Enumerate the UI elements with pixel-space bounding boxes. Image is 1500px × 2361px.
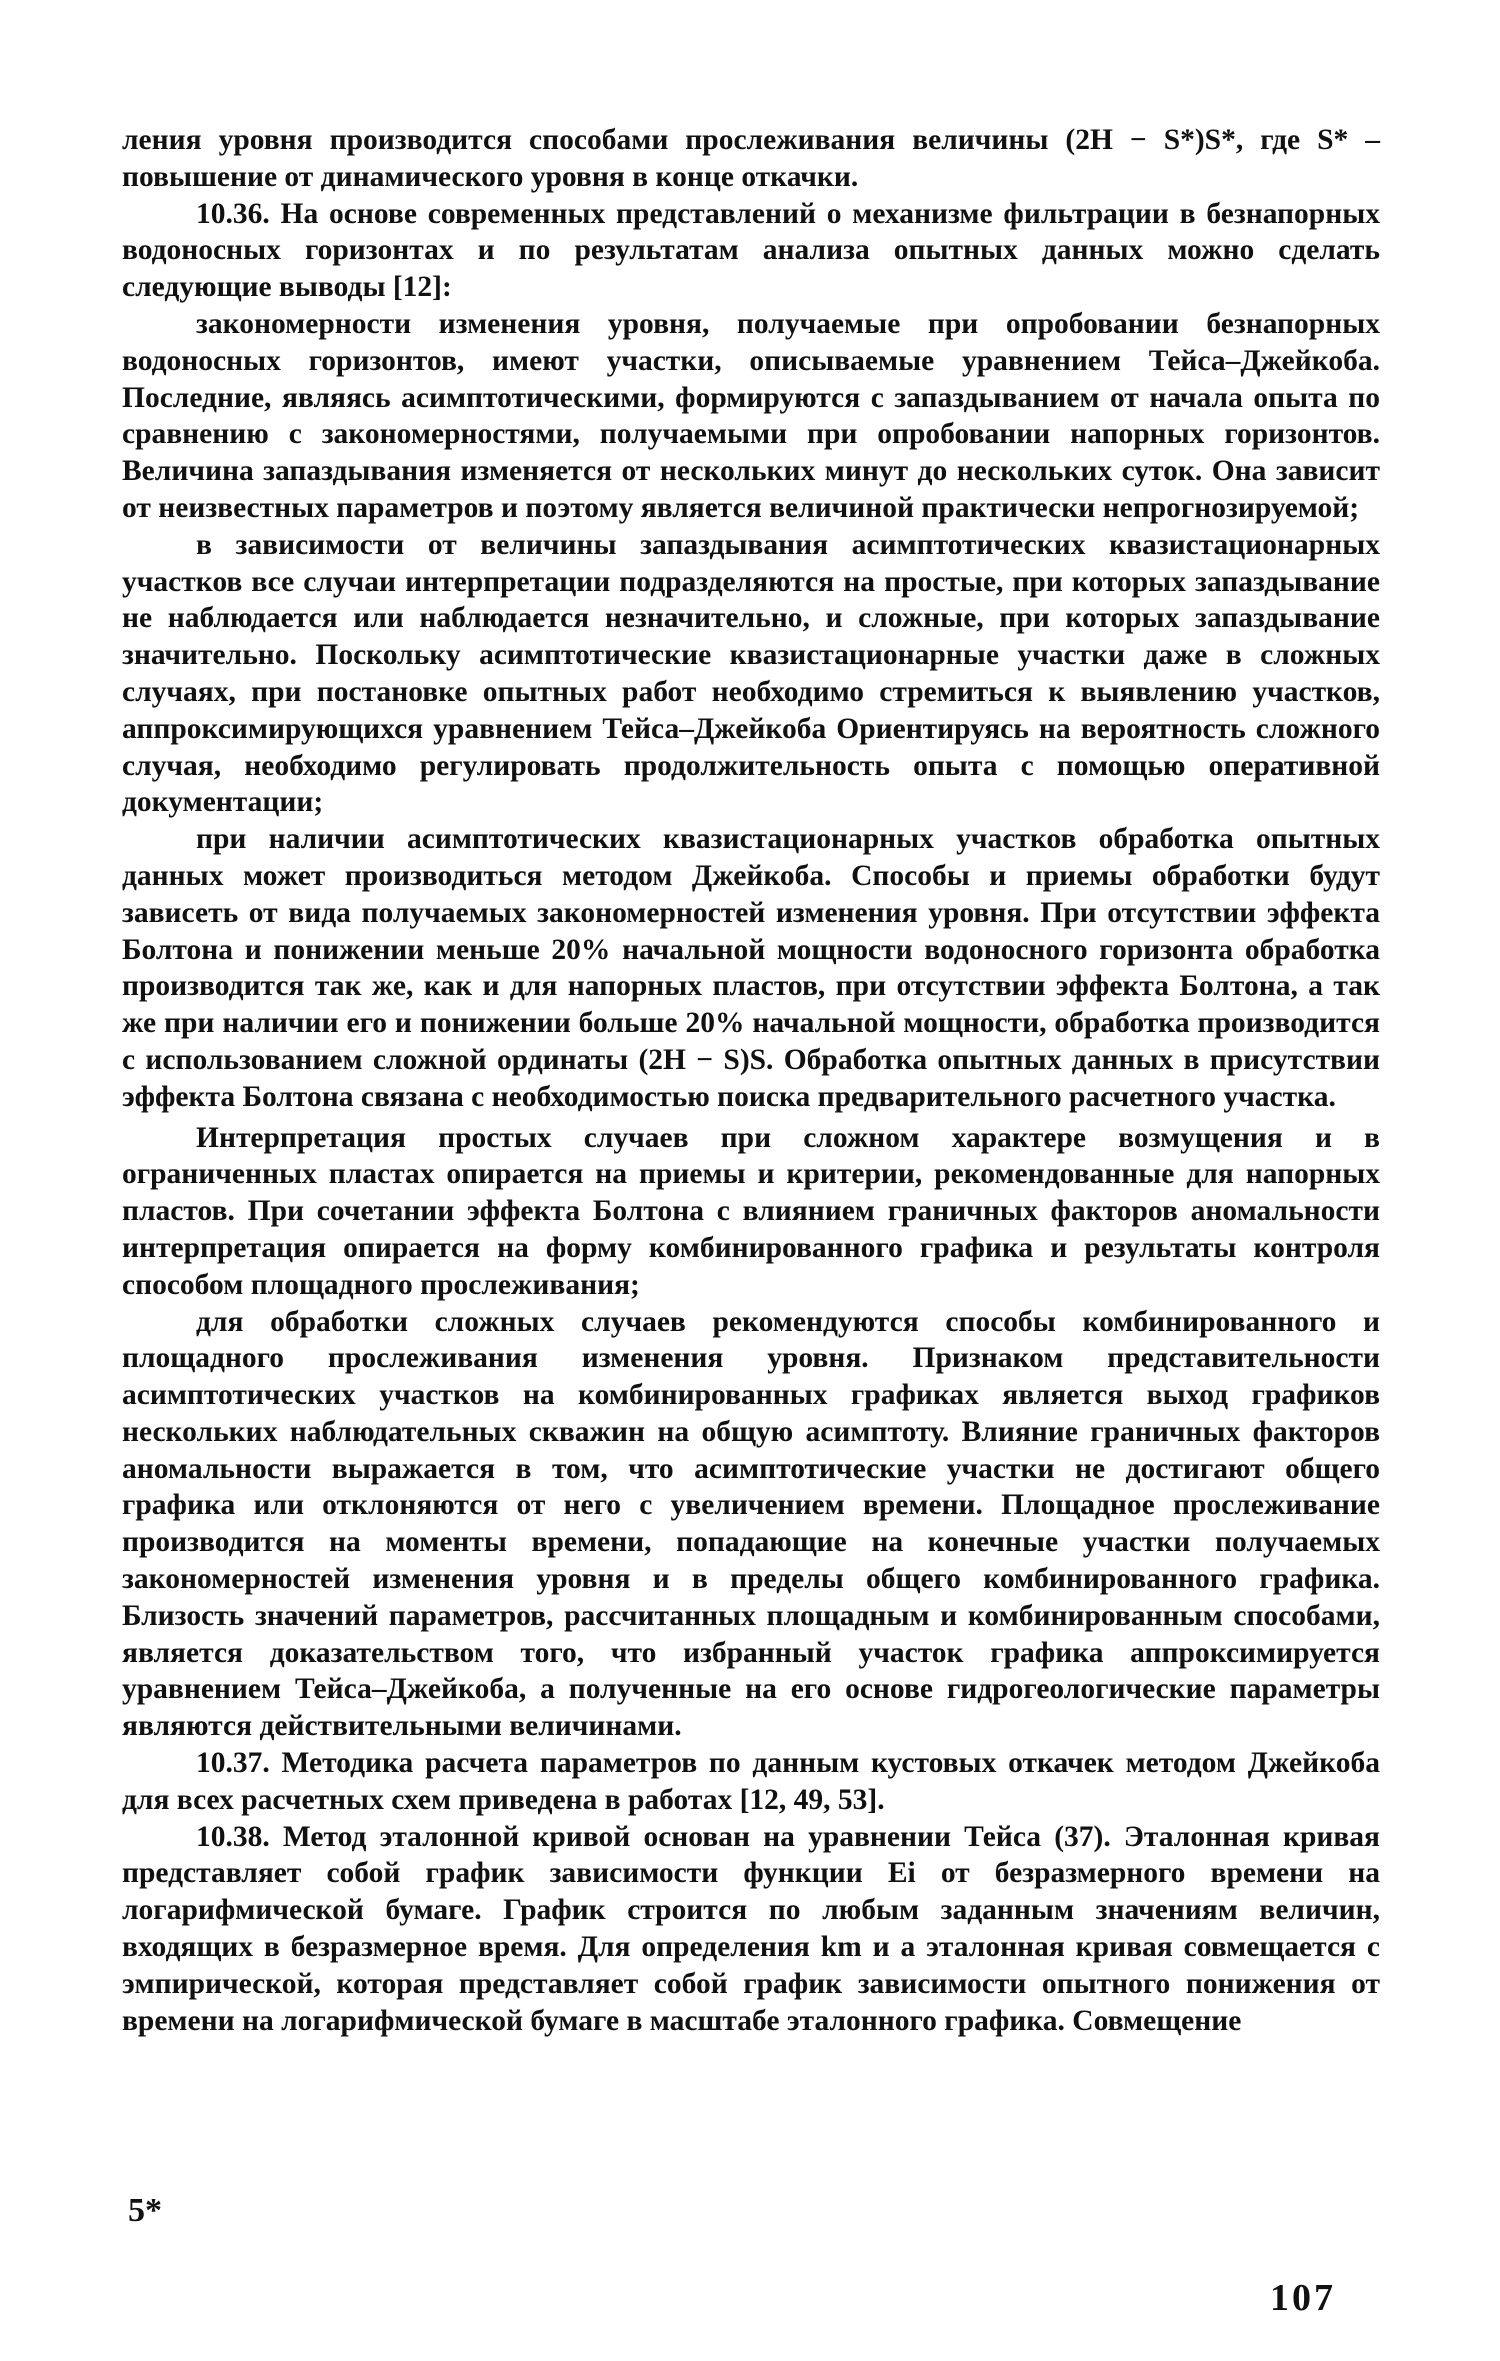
paragraph: в зависимости от величины запаздывания асимптотических квазистационарных участков все случаи интерпретации подразделяются на простые, при которых запаздывание не наблюдается или наблюдается незначительно, и сложные, при которых запаздывание значительно. Поскольку асимптотические квазистационарные участки даже в сложных случаях, при постановке опытных работ необходимо стремиться к выявлению участков, аппроксимирующихся уравнением Тейса–Джейкоба Ориентируясь на вероятность сложного случая, необходимо регулировать продолжительность опыта с помощью оперативной документации; xyxy=(122,528,1380,819)
paragraph: для обработки сложных случаев рекомендуются способы комбинированного и площадного прослеживания изменения уровня. Признаком представительности асимптотических участков на комбинированных графиках является выход графиков нескольких наблюдательных скважин на общую асимптоту. Влияние граничных факторов аномальности выражается в том, что асимптотические участки не достигают общего графика или отклоняются от него с увеличением времени. Площадное прослеживание производится на моменты времени, попадающие на конечные участки получаемых закономерностей изменения уровня и в пределы общего комбинированного графика. Близость значений параметров, рассчитанных площадным и комбинированным способами, является доказательством того, что избранный участок графика аппроксимируется уравнением Тейса–Джейкоба, а полученные на его основе гидрогеологические параметры являются действительными величинами. xyxy=(122,1305,1380,1743)
signature-mark: 5* xyxy=(128,2192,162,2229)
body-text xyxy=(122,122,1380,2039)
paragraph: 10.36. На основе современных представлений о механизме фильтрации в безнапорных водоносных горизонтах и по результатам анализа опытных данных можно сделать следующие выводы [12]: xyxy=(122,197,1380,304)
paragraph: Интерпретация простых случаев при сложном характере возмущения и в ограниченных пластах опирается на приемы и критерии, рекомендованные для напорных пластов. При сочетании эффекта Болтона с влиянием граничных факторов аномальности интерпретация опирается на форму комбинированного графика и результаты контроля способом площадного прослеживания; xyxy=(122,1121,1380,1301)
paragraph: ления уровня производится способами прослеживания величины (2Н − S*)S*, где S* – повышение от динамического уровня в конце откачки. xyxy=(122,124,1380,193)
paragraph: 10.37. Методика расчета параметров по данным кустовых откачек методом Джейкоба для всех расчетных схем приведена в работах [12, 49, 53]. xyxy=(122,1747,1380,1816)
paragraph: закономерности изменения уровня, получаемые при опробовании безнапорных водоносных горизонтов, имеют участки, описываемые уравнением Тейса–Джейкоба. Последние, являясь асимптотическими, формируются с запаздыванием от начала опыта по сравнению с закономерностями, получаемыми при опробовании напорных горизонтов. Величина запаздывания изменяется от нескольких минут до нескольких суток. Она зависит от неизвестных параметров и поэтому является величиной практически непрогнозируемой; xyxy=(122,307,1380,524)
paragraph: 10.38. Метод эталонной кривой основан на уравнении Тейса (37). Эталонная кривая представляет собой график зависимости функции Ei от безразмерного времени на логарифмической бумаге. График строится по любым заданным значениям величин, входящих в безразмерное время. Для определения km и a эталонная кривая совмещается с эмпирической, которая представляет собой график зависимости опытного понижения от времени на логарифмической бумаге в масштабе эталонного графика. Совмещение xyxy=(122,1820,1380,2037)
paragraph: при наличии асимптотических квазистационарных участков обработка опытных данных может производиться методом Джейкоба. Способы и приемы обработки будут зависеть от вида получаемых закономерностей изменения уровня. При отсутствии эффекта Болтона и понижении меньше 20% начальной мощности водоносного горизонта обработка производится так же, как и для напорных пластов, при отсутствии эффекта Болтона, а так же при наличии его и понижении больше 20% начальной мощности, обработка производится с использованием сложной ординаты (2Н − S)S. Обработка опытных данных в присутствии эффекта Болтона связана с необходимостью поиска предварительного расчетного участка. xyxy=(122,823,1380,1113)
page-number: 107 xyxy=(1270,2277,1336,2319)
